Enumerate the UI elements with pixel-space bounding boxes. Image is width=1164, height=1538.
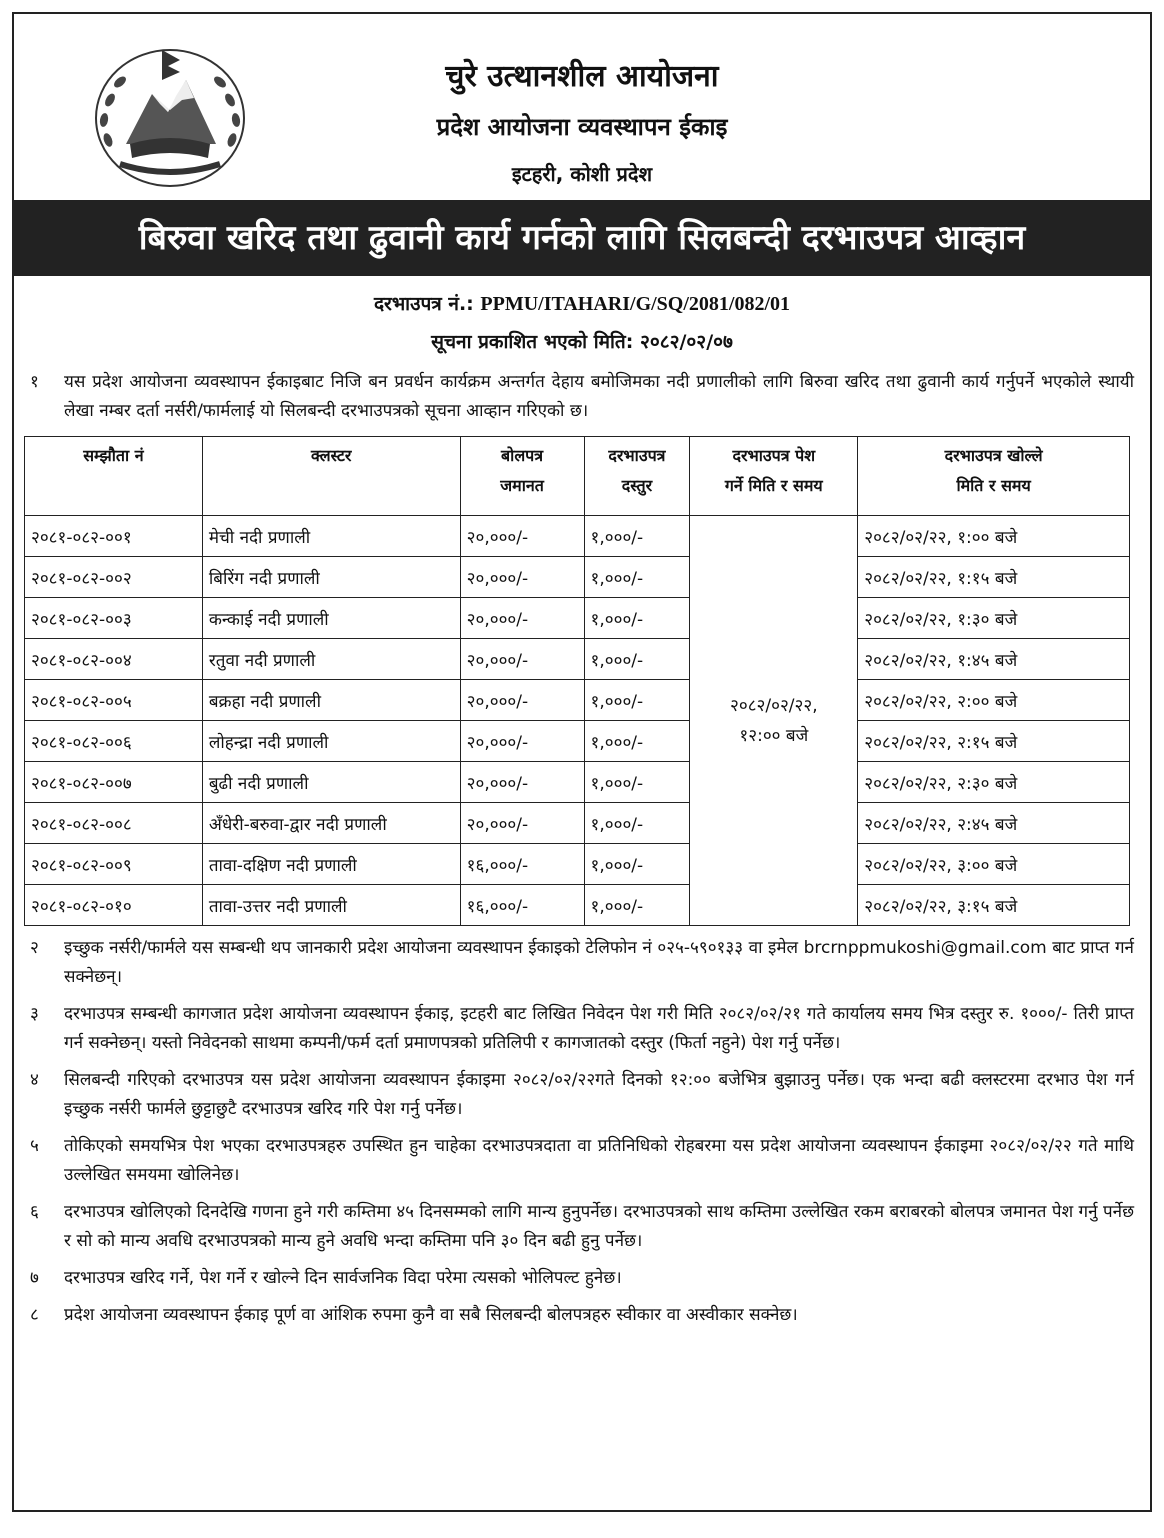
paragraph-text: दरभाउपत्र खोलिएको दिनदेखि गणना हुने गरी कम्तिमा ४५ दिनसम्मको लागि मान्य हुनुपर्नेछ। दरभाउपत्रको साथ कम्तिमा उल्लेखित रकम बराबरको बोलपत्र जमानत पेश गर्नु पर्नेछ र सो को मान्य अवधि दरभाउपत्रको मान्य हुने अवधि भन्दा कम्तिमा पनि ३० दिन बढी हुनु पर्नेछ।: [64, 1202, 1134, 1251]
bond-cell: २०,०००/-: [460, 680, 584, 721]
note-item: [30, 1066, 1134, 1124]
bid-number-value: PPMU/ITAHARI/G/SQ/2081/082/01: [480, 293, 791, 315]
note-item: [30, 934, 1134, 992]
intro-paragraph: [30, 368, 1134, 426]
bid-number-line: [14, 290, 1150, 316]
note-item: [30, 1264, 1134, 1293]
agreement-no-cell: २०८१-०८२-००५: [25, 680, 203, 721]
fee-cell: १,०००/-: [584, 721, 690, 762]
bond-cell: २०,०००/-: [460, 639, 584, 680]
fee-cell: १,०००/-: [584, 844, 690, 885]
agreement-no-cell: २०८१-०८२-००४: [25, 639, 203, 680]
bid-number-label: दरभाउपत्र नं.:: [373, 293, 474, 315]
cluster-cell: रतुवा नदी प्रणाली: [202, 639, 460, 680]
paragraph-text: सिलबन्दी गरिएको दरभाउपत्र यस प्रदेश आयोजना व्यवस्थापन ईकाइमा २०८२/०२/२२गते दिनको १२:०० बजेभित्र बुझाउनु पर्नेछ। एक भन्दा बढी क्लस्टरमा दरभाउ पेश गर्न इच्छुक नर्सरी फार्मले छुट्टाछुटै दरभाउपत्र खरिद गरि पेश गर्नु पर्नेछ।: [64, 1070, 1134, 1119]
table-row: [25, 680, 1130, 721]
cluster-cell: बुढी नदी प्रणाली: [202, 762, 460, 803]
opening-datetime-cell: २०८२/०२/२२, २:०० बजे: [858, 680, 1130, 721]
organization-name: चुरे उत्थानशील आयोजना: [445, 59, 719, 94]
fee-cell: १,०००/-: [584, 885, 690, 926]
bond-cell: २०,०००/-: [460, 762, 584, 803]
table-row: [25, 516, 1130, 557]
paragraph-number: २: [30, 938, 39, 958]
agreement-no-cell: २०८१-०८२-००६: [25, 721, 203, 762]
publication-date-label: सूचना प्रकाशित भएको मिति:: [431, 331, 634, 353]
opening-datetime-cell: २०८२/०२/२२, १:४५ बजे: [858, 639, 1130, 680]
agreement-no-cell: २०८१-०८२-००३: [25, 598, 203, 639]
col-header-bond: बोलपत्र जमानत: [460, 437, 584, 516]
col-header-opening: दरभाउपत्र खोल्ले मिति र समय: [858, 437, 1130, 516]
publication-date-line: [14, 328, 1150, 354]
bond-cell: २०,०००/-: [460, 557, 584, 598]
bond-cell: २०,०००/-: [460, 803, 584, 844]
submission-datetime-cell: २०८२/०२/२२, १२:०० बजे: [690, 516, 858, 926]
paragraph-number: १: [30, 372, 39, 392]
agreement-no-cell: २०८१-०८२-००७: [25, 762, 203, 803]
table-row: [25, 844, 1130, 885]
bond-cell: २०,०००/-: [460, 516, 584, 557]
opening-datetime-cell: २०८२/०२/२२, २:४५ बजे: [858, 803, 1130, 844]
publication-date-value: २०८२/०२/०७: [639, 331, 733, 353]
col-header-submission: दरभाउपत्र पेश गर्ने मिति र समय: [690, 437, 858, 516]
opening-datetime-cell: २०८२/०२/२२, २:३० बजे: [858, 762, 1130, 803]
paragraph-number: ७: [30, 1268, 39, 1288]
bond-cell: २०,०००/-: [460, 721, 584, 762]
paragraph-text: दरभाउपत्र सम्बन्धी कागजात प्रदेश आयोजना व्यवस्थापन ईकाइ, इटहरी बाट लिखित निवेदन पेश गरी मिति २०८२/०२/२१ गते कार्यालय समय भित्र दस्तुर रु. १०००/- तिरी प्राप्त गर्न सक्नेछन्। यस्तो निवेदनको साथमा कम्पनी/फर्म दर्ता प्रमाणपत्रको प्रतिलिपी र कागजातको दस्तुर (फिर्ता नहुने) पेश गर्नु पर्नेछ।: [64, 1004, 1134, 1053]
fee-cell: १,०००/-: [584, 680, 690, 721]
cluster-cell: बिरिंग नदी प्रणाली: [202, 557, 460, 598]
bond-cell: १६,०००/-: [460, 885, 584, 926]
agreement-no-cell: २०८१-०८२-००१: [25, 516, 203, 557]
table-header-row: [25, 437, 1130, 516]
table-row: [25, 803, 1130, 844]
opening-datetime-cell: २०८२/०२/२२, ३:०० बजे: [858, 844, 1130, 885]
fee-cell: १,०००/-: [584, 557, 690, 598]
opening-datetime-cell: २०८२/०२/२२, १:१५ बजे: [858, 557, 1130, 598]
col-header-fee: दरभाउपत्र दस्तुर: [584, 437, 690, 516]
unit-name: प्रदेश आयोजना व्यवस्थापन ईकाइ: [436, 113, 728, 141]
opening-datetime-cell: २०८२/०२/२२, ३:१५ बजे: [858, 885, 1130, 926]
fee-cell: १,०००/-: [584, 803, 690, 844]
note-item: [30, 1000, 1134, 1058]
paragraph-number: ३: [30, 1004, 39, 1024]
note-item: [30, 1132, 1134, 1190]
cluster-table: [24, 436, 1130, 926]
opening-datetime-cell: २०८२/०२/२२, १:०० बजे: [858, 516, 1130, 557]
paragraph-number: ६: [30, 1202, 39, 1222]
paragraph-number: ५: [30, 1136, 39, 1156]
notice-page: [12, 12, 1152, 1512]
paragraph-text: दरभाउपत्र खरिद गर्ने, पेश गर्ने र खोल्ने दिन सार्वजनिक विदा परेमा त्यसको भोलिपल्ट हुनेछ।: [64, 1268, 622, 1288]
cluster-cell: अँधेरी-बरुवा-द्वार नदी प्रणाली: [202, 803, 460, 844]
bond-cell: १६,०००/-: [460, 844, 584, 885]
paragraph-text: इच्छुक नर्सरी/फार्मले यस सम्बन्धी थप जानकारी प्रदेश आयोजना व्यवस्थापन ईकाइको टेलिफोन नं ०२५-५९०१३३ वा इमेल brcrnppmukoshi@gmail.com बाट प्राप्त गर्न सक्नेछन्।: [64, 938, 1134, 987]
agreement-no-cell: २०८१-०८२-००९: [25, 844, 203, 885]
cluster-cell: कन्काई नदी प्रणाली: [202, 598, 460, 639]
agreement-no-cell: २०८१-०८२-००२: [25, 557, 203, 598]
bond-cell: २०,०००/-: [460, 598, 584, 639]
cluster-cell: लोहन्द्रा नदी प्रणाली: [202, 721, 460, 762]
fee-cell: १,०००/-: [584, 639, 690, 680]
table-row: [25, 598, 1130, 639]
note-item: [30, 1198, 1134, 1256]
note-item: [30, 1301, 1134, 1330]
opening-datetime-cell: २०८२/०२/२२, १:३० बजे: [858, 598, 1130, 639]
table-row: [25, 557, 1130, 598]
fee-cell: १,०००/-: [584, 516, 690, 557]
paragraph-text: प्रदेश आयोजना व्यवस्थापन ईकाइ पूर्ण वा आंशिक रुपमा कुनै वा सबै सिलबन्दी बोलपत्रहरु स्वीकार वा अस्वीकार सक्नेछ।: [64, 1305, 798, 1325]
cluster-cell: तावा-उत्तर नदी प्रणाली: [202, 885, 460, 926]
table-row: [25, 885, 1130, 926]
agreement-no-cell: २०८१-०८२-००८: [25, 803, 203, 844]
paragraph-number: ८: [30, 1305, 39, 1325]
notes-list: [14, 934, 1150, 1330]
paragraph-number: ४: [30, 1070, 39, 1090]
opening-datetime-cell: २०८२/०२/२२, २:१५ बजे: [858, 721, 1130, 762]
paragraph-text: यस प्रदेश आयोजना व्यवस्थापन ईकाइबाट निजि बन प्रवर्धन कार्यक्रम अन्तर्गत देहाय बमोजिमका नदी प्रणालीको लागि बिरुवा खरिद तथा ढुवानी कार्य गर्नुपर्ने भएकोले स्थायी लेखा नम्बर दर्ता नर्सरी/फार्मलाई यो सिलबन्दी दरभाउपत्रको सूचना आव्हान गरिएको छ।: [64, 372, 1134, 421]
col-header-cluster: क्लस्टर: [202, 437, 460, 516]
office-location: इटहरी, कोशी प्रदेश: [511, 162, 653, 186]
table-row: [25, 762, 1130, 803]
cluster-cell: मेची नदी प्रणाली: [202, 516, 460, 557]
cluster-cell: बक्रहा नदी प्रणाली: [202, 680, 460, 721]
table-row: [25, 721, 1130, 762]
fee-cell: १,०००/-: [584, 762, 690, 803]
cluster-cell: तावा-दक्षिण नदी प्रणाली: [202, 844, 460, 885]
fee-cell: १,०००/-: [584, 598, 690, 639]
paragraph-text: तोकिएको समयभित्र पेश भएका दरभाउपत्रहरु उपस्थित हुन चाहेका दरभाउपत्रदाता वा प्रतिनिधिको रोहबरमा यस प्रदेश आयोजना व्यवस्थापन ईकाइमा २०८२/०२/२२ गते माथि उल्लेखित समयमा खोलिनेछ।: [64, 1136, 1134, 1185]
col-header-agreement: सम्झौता नं: [25, 437, 203, 516]
table-row: [25, 639, 1130, 680]
notice-header: [14, 14, 1150, 202]
notice-title: बिरुवा खरिद तथा ढुवानी कार्य गर्नको लागि सिलबन्दी दरभाउपत्र आव्हान: [14, 202, 1150, 276]
agreement-no-cell: २०८१-०८२-०१०: [25, 885, 203, 926]
